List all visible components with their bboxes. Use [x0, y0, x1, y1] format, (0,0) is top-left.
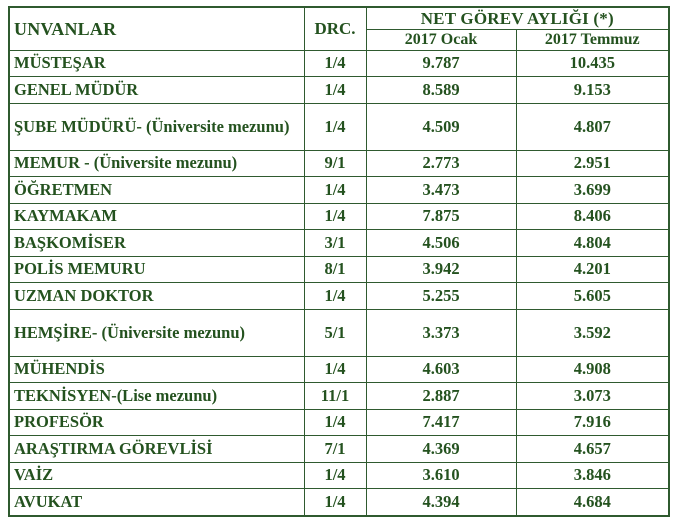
cell-jan: 2.887 — [366, 383, 516, 410]
column-header-degree: DRC. — [304, 7, 366, 50]
table-row — [9, 50, 669, 77]
cell-jan: 2.773 — [366, 150, 516, 177]
cell-title: MEMUR - (Üniversite mezunu) — [9, 150, 304, 177]
cell-degree: 1/4 — [304, 50, 366, 77]
table-row — [9, 103, 669, 150]
cell-title: MÜSTEŞAR — [9, 50, 304, 77]
column-header-jan: 2017 Ocak — [366, 30, 516, 51]
cell-jan: 7.417 — [366, 409, 516, 436]
cell-degree: 1/4 — [304, 177, 366, 204]
cell-jul: 10.435 — [516, 50, 669, 77]
cell-jul: 4.908 — [516, 356, 669, 383]
cell-jul: 5.605 — [516, 283, 669, 310]
cell-title: UZMAN DOKTOR — [9, 283, 304, 310]
cell-jan: 4.603 — [366, 356, 516, 383]
cell-title: ÖĞRETMEN — [9, 177, 304, 204]
cell-jul: 3.699 — [516, 177, 669, 204]
cell-jan: 3.473 — [366, 177, 516, 204]
cell-jul: 3.073 — [516, 383, 669, 410]
cell-jan: 4.506 — [366, 230, 516, 257]
cell-title: HEMŞİRE- (Üniversite mezunu) — [9, 309, 304, 356]
cell-degree: 8/1 — [304, 256, 366, 283]
cell-degree: 5/1 — [304, 309, 366, 356]
cell-degree: 1/4 — [304, 283, 366, 310]
cell-jan: 9.787 — [366, 50, 516, 77]
column-header-titles: UNVANLAR — [9, 7, 304, 50]
table-body — [9, 50, 669, 516]
table-row — [9, 383, 669, 410]
table-header-row-top — [9, 7, 669, 30]
column-header-group-net-salary: NET GÖREV AYLIĞI (*) — [366, 7, 669, 30]
column-header-jul: 2017 Temmuz — [516, 30, 669, 51]
cell-jan: 4.509 — [366, 103, 516, 150]
table-row — [9, 203, 669, 230]
cell-jul: 4.804 — [516, 230, 669, 257]
cell-title: BAŞKOMİSER — [9, 230, 304, 257]
cell-title: ŞUBE MÜDÜRÜ- (Üniversite mezunu) — [9, 103, 304, 150]
salary-table — [8, 6, 670, 517]
cell-jul: 8.406 — [516, 203, 669, 230]
cell-title: ARAŞTIRMA GÖREVLİSİ — [9, 436, 304, 463]
table-row — [9, 177, 669, 204]
cell-title: TEKNİSYEN-(Lise mezunu) — [9, 383, 304, 410]
table-row — [9, 356, 669, 383]
cell-degree: 3/1 — [304, 230, 366, 257]
table-row — [9, 283, 669, 310]
cell-title: AVUKAT — [9, 489, 304, 516]
cell-title: GENEL MÜDÜR — [9, 77, 304, 104]
cell-degree: 1/4 — [304, 77, 366, 104]
cell-jul: 3.592 — [516, 309, 669, 356]
cell-jan: 3.942 — [366, 256, 516, 283]
cell-jul: 4.657 — [516, 436, 669, 463]
cell-degree: 9/1 — [304, 150, 366, 177]
cell-title: POLİS MEMURU — [9, 256, 304, 283]
cell-degree: 1/4 — [304, 356, 366, 383]
cell-degree: 7/1 — [304, 436, 366, 463]
cell-jul: 2.951 — [516, 150, 669, 177]
cell-title: MÜHENDİS — [9, 356, 304, 383]
cell-jul: 4.201 — [516, 256, 669, 283]
cell-degree: 11/1 — [304, 383, 366, 410]
table-row — [9, 409, 669, 436]
table-header — [9, 7, 669, 50]
cell-jan: 3.373 — [366, 309, 516, 356]
cell-jul: 4.807 — [516, 103, 669, 150]
cell-title: PROFESÖR — [9, 409, 304, 436]
cell-degree: 1/4 — [304, 203, 366, 230]
cell-jul: 4.684 — [516, 489, 669, 516]
table-row — [9, 77, 669, 104]
cell-jan: 4.394 — [366, 489, 516, 516]
table-row — [9, 150, 669, 177]
cell-title: KAYMAKAM — [9, 203, 304, 230]
cell-jul: 7.916 — [516, 409, 669, 436]
cell-degree: 1/4 — [304, 409, 366, 436]
cell-title: VAİZ — [9, 462, 304, 489]
cell-jan: 8.589 — [366, 77, 516, 104]
cell-jul: 9.153 — [516, 77, 669, 104]
cell-jan: 5.255 — [366, 283, 516, 310]
table-row — [9, 230, 669, 257]
cell-jul: 3.846 — [516, 462, 669, 489]
table-row — [9, 436, 669, 463]
cell-jan: 3.610 — [366, 462, 516, 489]
cell-jan: 7.875 — [366, 203, 516, 230]
cell-degree: 1/4 — [304, 462, 366, 489]
cell-degree: 1/4 — [304, 489, 366, 516]
table-row — [9, 489, 669, 516]
table-row — [9, 256, 669, 283]
cell-jan: 4.369 — [366, 436, 516, 463]
cell-degree: 1/4 — [304, 103, 366, 150]
table-row — [9, 309, 669, 356]
table-row — [9, 462, 669, 489]
